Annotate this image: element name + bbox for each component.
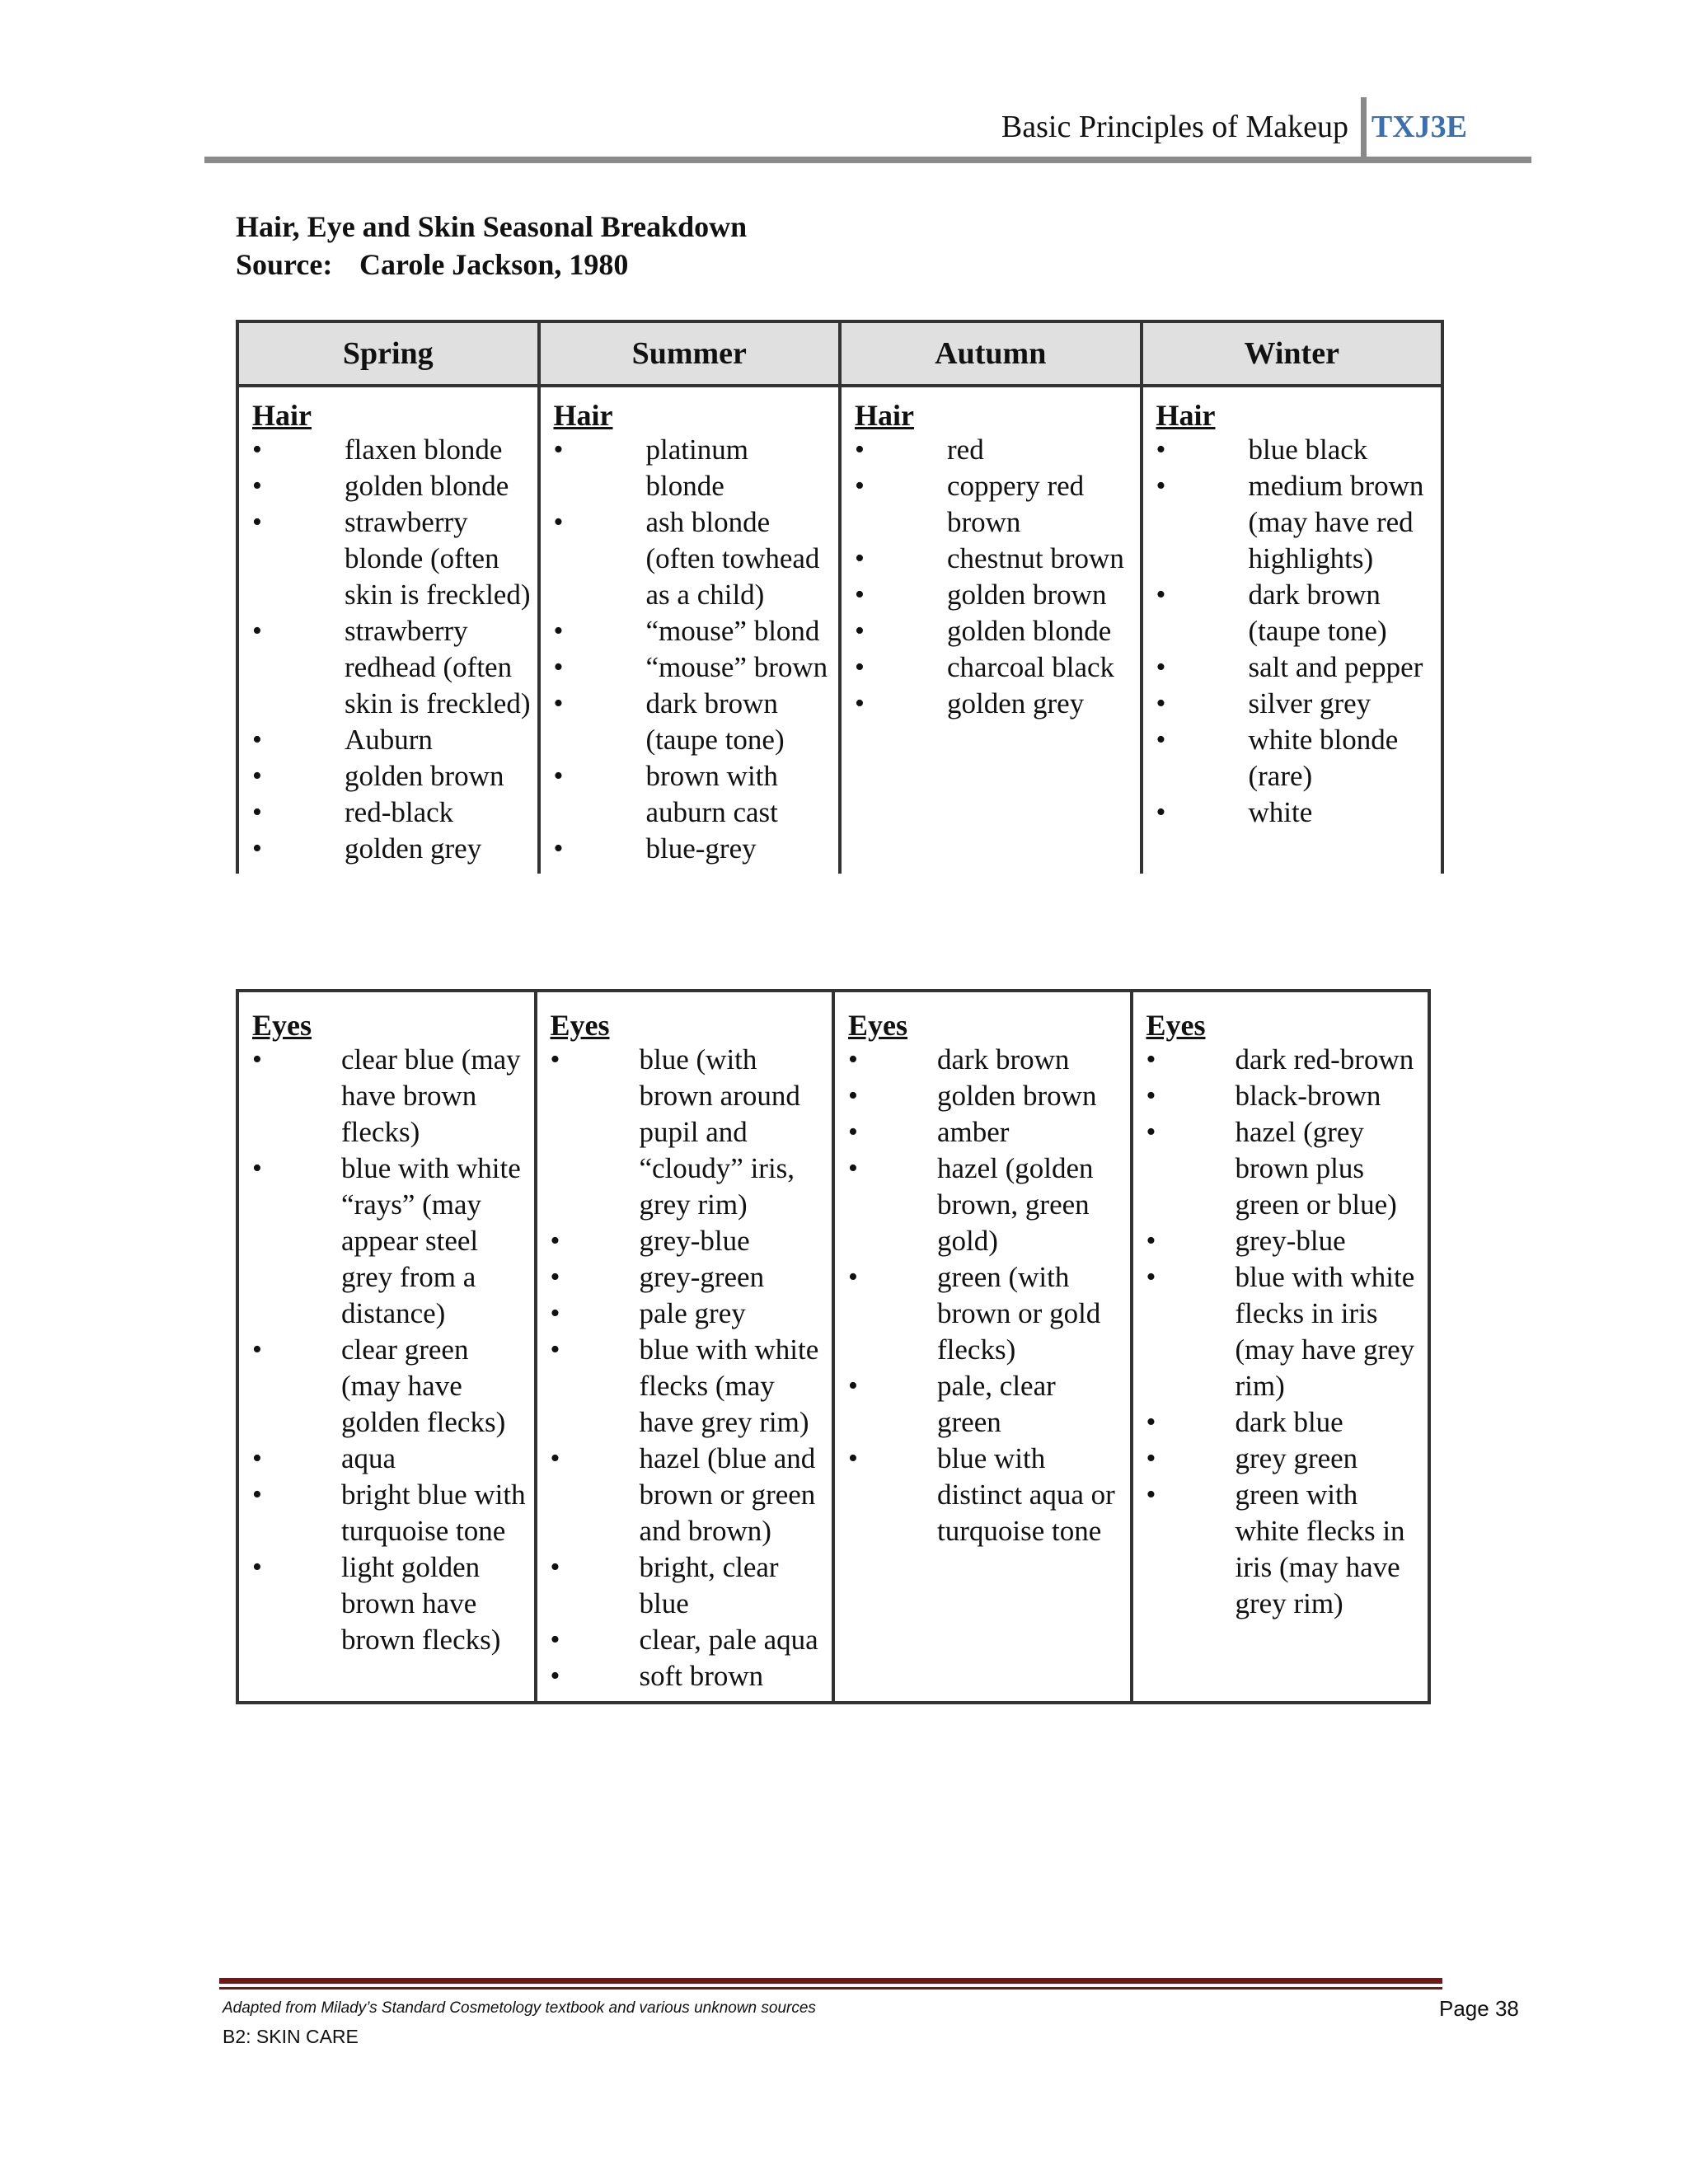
hair-list-winter — [1156, 432, 1435, 831]
list-item: • grey green — [1146, 1441, 1422, 1477]
list-item: • clear green (may have golden flecks) — [252, 1332, 528, 1441]
hair-cell-spring — [237, 386, 539, 874]
header-rule — [204, 157, 1531, 163]
list-item: • grey-blue — [1146, 1223, 1422, 1259]
figure-title: Hair, Eye and Skin Seasonal Breakdown — [236, 210, 748, 243]
figure-heading — [236, 208, 747, 284]
hair-cell-summer — [539, 386, 841, 874]
season-header-summer: Summer — [539, 321, 841, 386]
hair-label: Hair — [1156, 399, 1216, 432]
list-item: • hazel (blue and brown or green and brown) — [551, 1441, 826, 1549]
list-item: • dark red-brown — [1146, 1042, 1422, 1078]
footer-source: Adapted from Milady’s Standard Cosmetology textbook and various unknown sources — [223, 1999, 816, 2017]
list-item: • “mouse” brown — [554, 649, 832, 686]
eyes-label: Eyes — [1146, 1009, 1206, 1042]
list-item: • pale grey — [551, 1296, 826, 1332]
list-item: • platinum blonde — [554, 432, 832, 504]
list-item: • white — [1156, 794, 1435, 831]
figure-source — [236, 246, 747, 284]
eyes-cell-winter — [1132, 991, 1430, 1703]
hair-label: Hair — [252, 399, 312, 432]
hair-cell-autumn — [840, 386, 1142, 874]
eyes-cell-autumn — [833, 991, 1132, 1703]
eyes-table — [236, 989, 1431, 1704]
list-item: • golden brown — [848, 1078, 1123, 1114]
list-item: • flaxen blonde — [252, 432, 531, 468]
page-header — [204, 97, 1531, 163]
list-item: • salt and pepper — [1156, 649, 1435, 686]
list-item: • golden grey — [855, 686, 1133, 722]
list-item: • coppery red brown — [855, 468, 1133, 541]
eyes-list-winter — [1146, 1042, 1422, 1622]
hair-row — [237, 386, 1442, 874]
list-item: • light golden brown have brown flecks) — [252, 1549, 528, 1658]
hair-list-summer — [554, 432, 832, 867]
hair-list-autumn — [855, 432, 1133, 722]
footer-rule-thin — [219, 1987, 1442, 1990]
list-item: • dark brown (taupe tone) — [554, 686, 832, 758]
list-item: • clear blue (may have brown flecks) — [252, 1042, 528, 1151]
eyes-label: Eyes — [252, 1009, 312, 1042]
list-item: • clear, pale aqua — [551, 1622, 826, 1658]
list-item: • brown with auburn cast — [554, 758, 832, 831]
hair-table — [236, 320, 1444, 874]
list-item: • blue with distinct aqua or turquoise tone — [848, 1441, 1123, 1549]
list-item: • strawberry blonde (often skin is freckled) — [252, 504, 531, 613]
list-item: • amber — [848, 1114, 1123, 1151]
list-item: • hazel (grey brown plus green or blue) — [1146, 1114, 1422, 1223]
list-item: • red — [855, 432, 1133, 468]
list-item: • medium brown (may have red highlights) — [1156, 468, 1435, 577]
list-item: • blue with white flecks (may have grey rim) — [551, 1332, 826, 1441]
list-item: • blue with white “rays” (may appear steel grey from a distance) — [252, 1151, 528, 1332]
page-number: Page 38 — [1439, 1996, 1519, 2021]
list-item: • silver grey — [1156, 686, 1435, 722]
season-header-row — [237, 321, 1442, 386]
list-item: • green with white flecks in iris (may have grey rim) — [1146, 1477, 1422, 1622]
season-header-spring: Spring — [237, 321, 539, 386]
season-header-autumn: Autumn — [840, 321, 1142, 386]
list-item: • golden brown — [252, 758, 531, 794]
list-item: • golden blonde — [855, 613, 1133, 649]
course-code: TXJ3E — [1371, 110, 1467, 144]
list-item: • dark blue — [1146, 1404, 1422, 1441]
list-item: • Auburn — [252, 722, 531, 758]
eyes-list-autumn — [848, 1042, 1123, 1549]
list-item: • bright blue with turquoise tone — [252, 1477, 528, 1549]
figure-source-value: Carole Jackson, 1980 — [359, 248, 629, 281]
list-item: • blue-grey — [554, 831, 832, 867]
eyes-label: Eyes — [550, 1009, 610, 1042]
list-item: • pale, clear green — [848, 1368, 1123, 1441]
season-header-winter: Winter — [1142, 321, 1443, 386]
hair-label: Hair — [855, 399, 914, 432]
list-item: • golden blonde — [252, 468, 531, 504]
header-divider — [1361, 97, 1367, 163]
hair-list-spring — [252, 432, 531, 867]
list-item: • golden brown — [855, 577, 1133, 613]
list-item: • aqua — [252, 1441, 528, 1477]
footer-rule — [219, 1978, 1442, 1984]
list-item: • blue black — [1156, 432, 1435, 468]
list-item: • black-brown — [1146, 1078, 1422, 1114]
list-item: • soft brown — [551, 1658, 826, 1694]
list-item: • dark brown — [848, 1042, 1123, 1078]
eyes-cell-summer — [536, 991, 834, 1703]
list-item: • blue (with brown around pupil and “cloudy” iris, grey rim) — [551, 1042, 826, 1223]
eyes-row — [237, 991, 1429, 1703]
list-item: • golden grey — [252, 831, 531, 867]
list-item: • chestnut brown — [855, 541, 1133, 577]
figure-source-label: Source: — [236, 248, 333, 281]
eyes-cell-spring — [237, 991, 536, 1703]
list-item: • white blonde (rare) — [1156, 722, 1435, 794]
eyes-list-summer — [551, 1042, 826, 1694]
list-item: • grey-green — [551, 1259, 826, 1296]
eyes-list-spring — [252, 1042, 528, 1658]
list-item: • grey-blue — [551, 1223, 826, 1259]
eyes-label: Eyes — [848, 1009, 907, 1042]
list-item: • dark brown (taupe tone) — [1156, 577, 1435, 649]
list-item: • hazel (golden brown, green gold) — [848, 1151, 1123, 1259]
footer-unit: B2: SKIN CARE — [223, 2026, 359, 2047]
list-item: • strawberry redhead (often skin is freckled) — [252, 613, 531, 722]
list-item: • red-black — [252, 794, 531, 831]
list-item: • bright, clear blue — [551, 1549, 826, 1622]
list-item: • blue with white flecks in iris (may have grey rim) — [1146, 1259, 1422, 1404]
document-title: Basic Principles of Makeup — [1001, 110, 1348, 144]
hair-label: Hair — [553, 399, 613, 432]
list-item: • ash blonde (often towhead as a child) — [554, 504, 832, 613]
list-item: • green (with brown or gold flecks) — [848, 1259, 1123, 1368]
hair-cell-winter — [1142, 386, 1443, 874]
list-item: • “mouse” blond — [554, 613, 832, 649]
list-item: • charcoal black — [855, 649, 1133, 686]
